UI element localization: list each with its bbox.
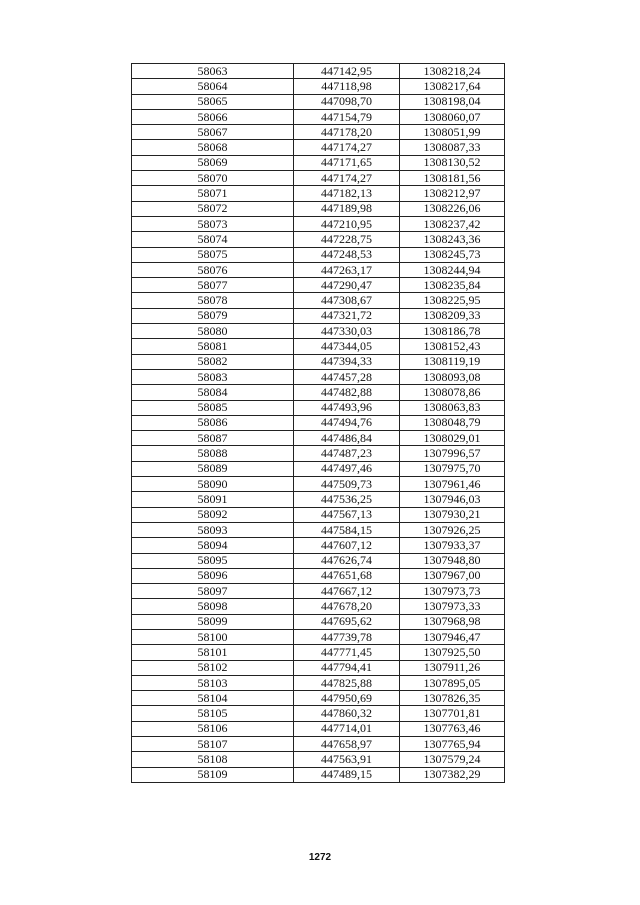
- y-coordinate-cell: 1308235,84: [400, 278, 505, 293]
- x-coordinate-cell: 447171,65: [294, 155, 400, 170]
- table-row: [132, 599, 505, 614]
- point-number-cell: 58105: [132, 706, 294, 721]
- y-coordinate-cell: 1308060,07: [400, 109, 505, 124]
- table-row: [132, 629, 505, 644]
- x-coordinate-cell: 447290,47: [294, 278, 400, 293]
- point-number-cell: 58087: [132, 431, 294, 446]
- y-coordinate-cell: 1308119,19: [400, 354, 505, 369]
- y-coordinate-cell: 1308225,95: [400, 293, 505, 308]
- point-number-cell: 58106: [132, 721, 294, 736]
- table-row: [132, 232, 505, 247]
- x-coordinate-cell: 447142,95: [294, 64, 400, 79]
- point-number-cell: 58104: [132, 691, 294, 706]
- y-coordinate-cell: 1308186,78: [400, 324, 505, 339]
- x-coordinate-cell: 447509,73: [294, 477, 400, 492]
- point-number-cell: 58073: [132, 216, 294, 231]
- y-coordinate-cell: 1307701,81: [400, 706, 505, 721]
- y-coordinate-cell: 1308063,83: [400, 400, 505, 415]
- y-coordinate-cell: 1307765,94: [400, 737, 505, 752]
- point-number-cell: 58078: [132, 293, 294, 308]
- y-coordinate-cell: 1307973,73: [400, 584, 505, 599]
- point-number-cell: 58067: [132, 125, 294, 140]
- y-coordinate-cell: 1308181,56: [400, 171, 505, 186]
- point-number-cell: 58096: [132, 568, 294, 583]
- x-coordinate-cell: 447678,20: [294, 599, 400, 614]
- point-number-cell: 58064: [132, 79, 294, 94]
- x-coordinate-cell: 447308,67: [294, 293, 400, 308]
- table-row: [132, 400, 505, 415]
- table-row: [132, 492, 505, 507]
- y-coordinate-cell: 1307763,46: [400, 721, 505, 736]
- point-number-cell: 58089: [132, 461, 294, 476]
- x-coordinate-cell: 447739,78: [294, 629, 400, 644]
- x-coordinate-cell: 447607,12: [294, 538, 400, 553]
- point-number-cell: 58076: [132, 262, 294, 277]
- table-row: [132, 64, 505, 79]
- x-coordinate-cell: 447493,96: [294, 400, 400, 415]
- table-row: [132, 278, 505, 293]
- table-row: [132, 186, 505, 201]
- y-coordinate-cell: 1308051,99: [400, 125, 505, 140]
- x-coordinate-cell: 447482,88: [294, 385, 400, 400]
- table-row: [132, 737, 505, 752]
- x-coordinate-cell: 447321,72: [294, 308, 400, 323]
- point-number-cell: 58081: [132, 339, 294, 354]
- point-number-cell: 58069: [132, 155, 294, 170]
- point-number-cell: 58086: [132, 415, 294, 430]
- x-coordinate-cell: 447950,69: [294, 691, 400, 706]
- y-coordinate-cell: 1308130,52: [400, 155, 505, 170]
- table-row: [132, 109, 505, 124]
- point-number-cell: 58084: [132, 385, 294, 400]
- point-number-cell: 58082: [132, 354, 294, 369]
- point-number-cell: 58065: [132, 94, 294, 109]
- y-coordinate-cell: 1308152,43: [400, 339, 505, 354]
- table-row: [132, 324, 505, 339]
- table-row: [132, 125, 505, 140]
- y-coordinate-cell: 1307973,33: [400, 599, 505, 614]
- point-number-cell: 58070: [132, 171, 294, 186]
- x-coordinate-cell: 447771,45: [294, 645, 400, 660]
- point-number-cell: 58074: [132, 232, 294, 247]
- y-coordinate-cell: 1307826,35: [400, 691, 505, 706]
- x-coordinate-cell: 447098,70: [294, 94, 400, 109]
- y-coordinate-cell: 1307968,98: [400, 614, 505, 629]
- y-coordinate-cell: 1307948,80: [400, 553, 505, 568]
- x-coordinate-cell: 447344,05: [294, 339, 400, 354]
- table-row: [132, 767, 505, 782]
- point-number-cell: 58102: [132, 660, 294, 675]
- table-row: [132, 354, 505, 369]
- x-coordinate-cell: 447860,32: [294, 706, 400, 721]
- x-coordinate-cell: 447228,75: [294, 232, 400, 247]
- x-coordinate-cell: 447174,27: [294, 140, 400, 155]
- y-coordinate-cell: 1308078,86: [400, 385, 505, 400]
- point-number-cell: 58094: [132, 538, 294, 553]
- table-row: [132, 293, 505, 308]
- x-coordinate-cell: 447695,62: [294, 614, 400, 629]
- y-coordinate-cell: 1307382,29: [400, 767, 505, 782]
- coordinates-table-body: [132, 64, 505, 783]
- y-coordinate-cell: 1307975,70: [400, 461, 505, 476]
- point-number-cell: 58100: [132, 629, 294, 644]
- x-coordinate-cell: 447248,53: [294, 247, 400, 262]
- y-coordinate-cell: 1308212,97: [400, 186, 505, 201]
- point-number-cell: 58109: [132, 767, 294, 782]
- table-row: [132, 568, 505, 583]
- y-coordinate-cell: 1308217,64: [400, 79, 505, 94]
- x-coordinate-cell: 447658,97: [294, 737, 400, 752]
- table-row: [132, 645, 505, 660]
- x-coordinate-cell: 447494,76: [294, 415, 400, 430]
- y-coordinate-cell: 1308087,33: [400, 140, 505, 155]
- table-row: [132, 522, 505, 537]
- point-number-cell: 58092: [132, 507, 294, 522]
- table-row: [132, 140, 505, 155]
- x-coordinate-cell: 447794,41: [294, 660, 400, 675]
- point-number-cell: 58075: [132, 247, 294, 262]
- point-number-cell: 58098: [132, 599, 294, 614]
- table-row: [132, 691, 505, 706]
- table-row: [132, 247, 505, 262]
- y-coordinate-cell: 1308048,79: [400, 415, 505, 430]
- y-coordinate-cell: 1307911,26: [400, 660, 505, 675]
- y-coordinate-cell: 1308244,94: [400, 262, 505, 277]
- point-number-cell: 58097: [132, 584, 294, 599]
- table-row: [132, 308, 505, 323]
- y-coordinate-cell: 1308218,24: [400, 64, 505, 79]
- point-number-cell: 58088: [132, 446, 294, 461]
- table-row: [132, 385, 505, 400]
- x-coordinate-cell: 447178,20: [294, 125, 400, 140]
- table-row: [132, 79, 505, 94]
- point-number-cell: 58085: [132, 400, 294, 415]
- point-number-cell: 58071: [132, 186, 294, 201]
- y-coordinate-cell: 1308198,04: [400, 94, 505, 109]
- point-number-cell: 58107: [132, 737, 294, 752]
- table-row: [132, 415, 505, 430]
- table-row: [132, 752, 505, 767]
- point-number-cell: 58068: [132, 140, 294, 155]
- y-coordinate-cell: 1308029,01: [400, 431, 505, 446]
- x-coordinate-cell: 447182,13: [294, 186, 400, 201]
- point-number-cell: 58093: [132, 522, 294, 537]
- x-coordinate-cell: 447457,28: [294, 369, 400, 384]
- table-row: [132, 446, 505, 461]
- x-coordinate-cell: 447714,01: [294, 721, 400, 736]
- table-row: [132, 262, 505, 277]
- x-coordinate-cell: 447651,68: [294, 568, 400, 583]
- y-coordinate-cell: 1308226,06: [400, 201, 505, 216]
- table-row: [132, 339, 505, 354]
- x-coordinate-cell: 447563,91: [294, 752, 400, 767]
- table-row: [132, 216, 505, 231]
- y-coordinate-cell: 1307946,47: [400, 629, 505, 644]
- x-coordinate-cell: 447154,79: [294, 109, 400, 124]
- y-coordinate-cell: 1307925,50: [400, 645, 505, 660]
- table-row: [132, 584, 505, 599]
- point-number-cell: 58066: [132, 109, 294, 124]
- y-coordinate-cell: 1308237,42: [400, 216, 505, 231]
- page-number: 1272: [308, 852, 332, 863]
- table-row: [132, 660, 505, 675]
- x-coordinate-cell: 447118,98: [294, 79, 400, 94]
- x-coordinate-cell: 447497,46: [294, 461, 400, 476]
- x-coordinate-cell: 447174,27: [294, 171, 400, 186]
- coordinates-table: [131, 63, 505, 783]
- point-number-cell: 58079: [132, 308, 294, 323]
- table-row: [132, 675, 505, 690]
- x-coordinate-cell: 447825,88: [294, 675, 400, 690]
- point-number-cell: 58091: [132, 492, 294, 507]
- x-coordinate-cell: 447536,25: [294, 492, 400, 507]
- point-number-cell: 58083: [132, 369, 294, 384]
- table-row: [132, 431, 505, 446]
- y-coordinate-cell: 1307961,46: [400, 477, 505, 492]
- point-number-cell: 58072: [132, 201, 294, 216]
- table-row: [132, 171, 505, 186]
- table-row: [132, 538, 505, 553]
- x-coordinate-cell: 447487,23: [294, 446, 400, 461]
- y-coordinate-cell: 1307946,03: [400, 492, 505, 507]
- x-coordinate-cell: 447486,84: [294, 431, 400, 446]
- x-coordinate-cell: 447567,13: [294, 507, 400, 522]
- table-row: [132, 461, 505, 476]
- point-number-cell: 58063: [132, 64, 294, 79]
- table-row: [132, 155, 505, 170]
- y-coordinate-cell: 1308093,08: [400, 369, 505, 384]
- point-number-cell: 58103: [132, 675, 294, 690]
- y-coordinate-cell: 1308209,33: [400, 308, 505, 323]
- table-row: [132, 507, 505, 522]
- y-coordinate-cell: 1308243,36: [400, 232, 505, 247]
- point-number-cell: 58090: [132, 477, 294, 492]
- point-number-cell: 58077: [132, 278, 294, 293]
- x-coordinate-cell: 447489,15: [294, 767, 400, 782]
- table-row: [132, 369, 505, 384]
- point-number-cell: 58101: [132, 645, 294, 660]
- x-coordinate-cell: 447667,12: [294, 584, 400, 599]
- y-coordinate-cell: 1307996,57: [400, 446, 505, 461]
- x-coordinate-cell: 447584,15: [294, 522, 400, 537]
- x-coordinate-cell: 447263,17: [294, 262, 400, 277]
- table-row: [132, 477, 505, 492]
- table-row: [132, 201, 505, 216]
- y-coordinate-cell: 1307930,21: [400, 507, 505, 522]
- y-coordinate-cell: 1307579,24: [400, 752, 505, 767]
- point-number-cell: 58108: [132, 752, 294, 767]
- y-coordinate-cell: 1307967,00: [400, 568, 505, 583]
- x-coordinate-cell: 447394,33: [294, 354, 400, 369]
- point-number-cell: 58099: [132, 614, 294, 629]
- table-row: [132, 94, 505, 109]
- x-coordinate-cell: 447626,74: [294, 553, 400, 568]
- table-row: [132, 706, 505, 721]
- y-coordinate-cell: 1307933,37: [400, 538, 505, 553]
- point-number-cell: 58080: [132, 324, 294, 339]
- y-coordinate-cell: 1307926,25: [400, 522, 505, 537]
- y-coordinate-cell: 1307895,05: [400, 675, 505, 690]
- table-row: [132, 614, 505, 629]
- x-coordinate-cell: 447210,95: [294, 216, 400, 231]
- x-coordinate-cell: 447330,03: [294, 324, 400, 339]
- table-row: [132, 553, 505, 568]
- x-coordinate-cell: 447189,98: [294, 201, 400, 216]
- table-row: [132, 721, 505, 736]
- point-number-cell: 58095: [132, 553, 294, 568]
- y-coordinate-cell: 1308245,73: [400, 247, 505, 262]
